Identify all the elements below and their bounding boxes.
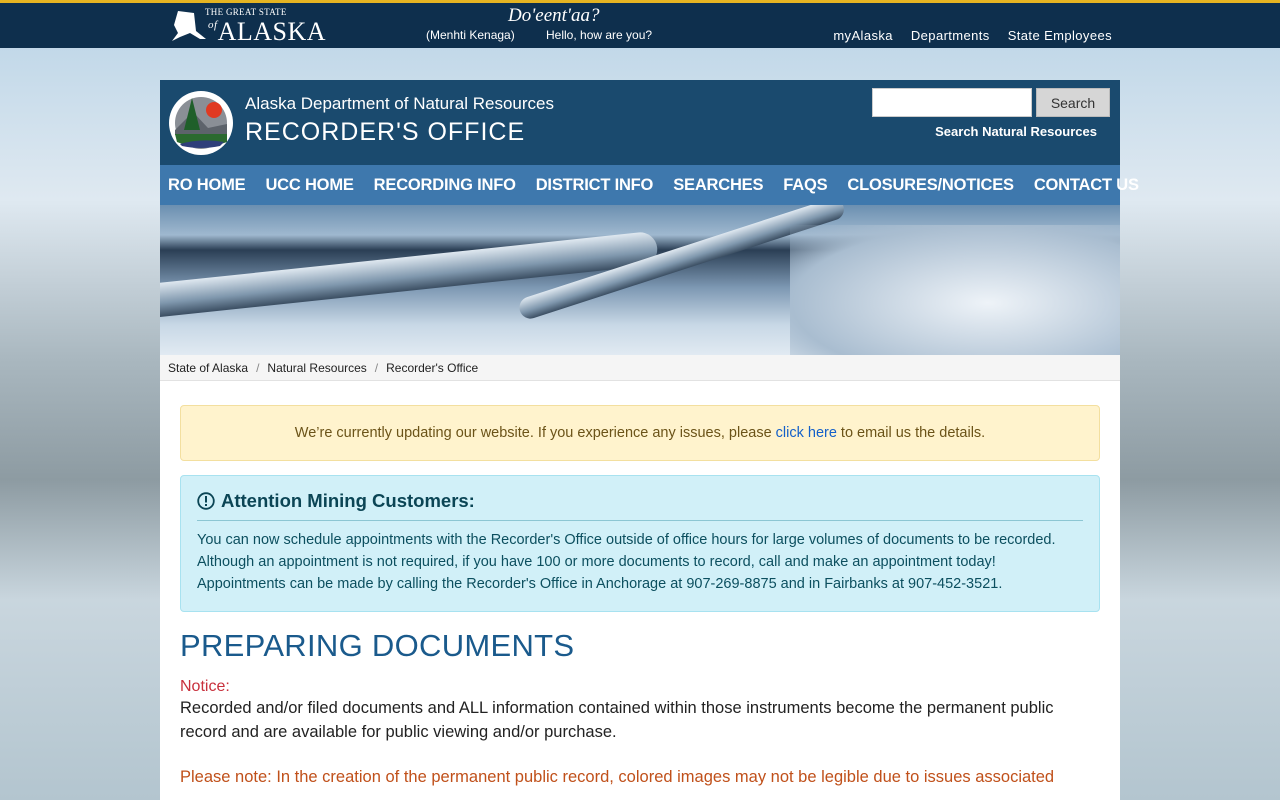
breadcrumb	[160, 355, 1120, 381]
website-update-alert	[180, 405, 1100, 461]
nav-recording-info[interactable]: RECORDING INFO	[373, 175, 516, 194]
nav-district-info[interactable]: DISTRICT INFO	[535, 175, 654, 194]
logo-wordmark	[208, 18, 326, 45]
dnr-seal-icon[interactable]	[168, 90, 234, 156]
exclamation-circle-icon	[197, 492, 215, 510]
main-nav	[160, 165, 1139, 205]
state-top-bar	[0, 0, 1280, 48]
breadcrumb-separator: /	[374, 360, 379, 375]
page-container	[160, 80, 1139, 800]
breadcrumb-separator: /	[256, 360, 260, 375]
logo-tagline: THE GREAT STATE	[205, 7, 287, 17]
alaska-logo[interactable]	[172, 7, 327, 47]
logo-of: of	[208, 19, 218, 31]
search-input[interactable]	[872, 88, 1032, 117]
search-button[interactable]: Search	[1036, 88, 1110, 117]
department-name: Alaska Department of Natural Resources	[245, 94, 554, 113]
link-myalaska[interactable]: myAlaska	[833, 28, 893, 43]
alert-text-end: to email us the details.	[840, 425, 986, 441]
alert-text: We’re currently updating our website. If you experience any issues, please	[294, 425, 772, 441]
breadcrumb-natural-resources[interactable]: Natural Resources	[267, 360, 367, 375]
alert-body: You can now schedule appointments with the Recorder's Office outside of office hours for large volumes of documents to be recorded. Although an appointment is not required, if you have 100 or more documents to record, call and make an appointment today! Appointments can be made by calling the Recorder's Office in Anchorage at 907-269-8875 and in Fairbanks at 907-452-3521.	[197, 532, 1056, 592]
breadcrumb-current: Recorder's Office	[386, 360, 479, 375]
link-state-employees[interactable]: State Employees	[1007, 28, 1112, 43]
notice-text: Recorded and/or filed documents and ALL information contained within those instruments become the permanent public record and are available for public viewing and/or purchase.	[180, 699, 1054, 741]
pipeline-banner-image	[160, 205, 1120, 355]
greeting: Do'eent'aa?	[508, 5, 600, 26]
site-header	[160, 80, 1120, 165]
alert-title: Attention Mining Customers:	[221, 490, 475, 511]
logo-alaska: ALASKA	[217, 17, 327, 46]
search-label: Search Natural Resources	[935, 124, 1097, 139]
nav-searches[interactable]: SEARCHES	[673, 175, 764, 194]
nav-closures-notices[interactable]: CLOSURES/NOTICES	[847, 175, 1014, 194]
page-title: PREPARING DOCUMENTS	[180, 628, 575, 663]
link-departments[interactable]: Departments	[910, 28, 990, 43]
pipeline-shape	[160, 231, 659, 319]
breadcrumb-state[interactable]: State of Alaska	[168, 360, 249, 375]
greeting-translation: Hello, how are you?	[546, 28, 653, 42]
top-links	[833, 28, 1112, 44]
mining-customers-alert	[180, 475, 1100, 612]
nav-contact-us[interactable]: CONTACT US	[1033, 175, 1139, 194]
alaska-map-icon	[172, 9, 208, 43]
please-note-text: Please note: In the creation of the permanent public record, colored images may not be legible due to issues associated	[180, 768, 1055, 786]
snow-trees-shape	[790, 225, 1120, 355]
nav-ucc-home[interactable]: UCC HOME	[265, 175, 354, 194]
greeting-language: (Menhti Kenaga)	[426, 28, 515, 42]
click-here-link[interactable]: click here	[775, 425, 837, 441]
nav-ro-home[interactable]: RO HOME	[168, 175, 246, 194]
nav-faqs[interactable]: FAQS	[783, 175, 828, 194]
office-title: RECORDER'S OFFICE	[245, 118, 526, 146]
notice-label: Notice:	[180, 678, 230, 695]
